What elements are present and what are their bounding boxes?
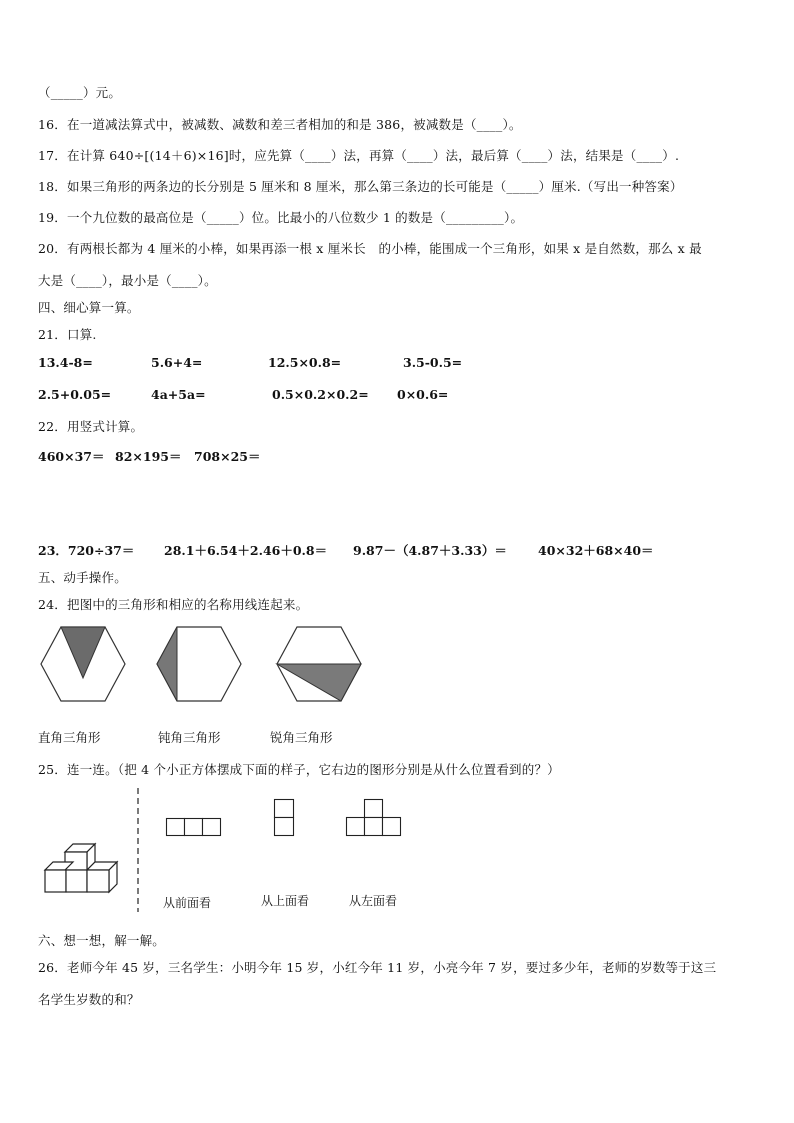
view-label-top: 从上面看	[261, 894, 310, 908]
vertical-calc-item: 708×25＝	[194, 449, 261, 464]
oral-calc-item: 2.5+0.05=	[38, 387, 112, 402]
triangle-name-acute: 锐角三角形	[270, 730, 333, 745]
triangle-name-obtuse: 钝角三角形	[158, 730, 221, 745]
question-18: 18．如果三角形的两条边的长分别是 5 厘米和 8 厘米，那么第三条边的长可能是（_____）厘米.（写出一种答案）	[38, 179, 683, 194]
triangle-name-right: 直角三角形	[38, 730, 101, 745]
oral-calc-item: 4a+5a=	[151, 387, 206, 402]
view-two-stacked	[274, 799, 296, 837]
question-20-line1: 20．有两根长都为 4 厘米的小棒，如果再添一根 x 厘米长 的小棒，能围成一个三角形，如果 x 是自然数，那么 x 最	[38, 241, 702, 256]
oral-calc-item: 13.4-8=	[38, 355, 93, 370]
question-20-line2: 大是（____），最小是（____）。	[38, 273, 217, 288]
section-5-title: 五、动手操作。	[38, 570, 127, 585]
question-26-line2: 名学生岁数的和？	[38, 992, 140, 1007]
vertical-calc-item: 460×37＝	[38, 449, 105, 464]
line-unit-yuan: （_____）元。	[38, 85, 122, 100]
question-21: 21．口算.	[38, 327, 97, 342]
section-4-title: 四、细心算一算。	[38, 300, 140, 315]
question-26-line1: 26．老师今年 45 岁，三名学生：小明今年 15 岁，小红今年 11 岁，小亮今年 7 岁，要过多少年，老师的岁数等于这三	[38, 960, 717, 975]
oral-calc-item: 0.5×0.2×0.2=	[272, 387, 369, 402]
question-17: 17．在计算 640÷[(14＋6)×16]时，应先算（____）法，再算（____）法，最后算（____）法，结果是（____）.	[38, 148, 680, 163]
dashed-divider	[136, 788, 140, 912]
question-19: 19．一个九位数的最高位是（_____）位。比最小的八位数少 1 的数是（_________）。	[38, 210, 524, 225]
question-23-item: 28.1＋6.54＋2.46＋0.8＝	[164, 543, 328, 558]
hexagon-figure-1	[40, 626, 126, 702]
question-25: 25．连一连。（把 4 个小正方体摆成下面的样子，它右边的图形分别是从什么位置看到的？）	[38, 762, 560, 777]
cube-stack-figure	[44, 832, 134, 896]
question-23-item: 9.87－（4.87＋3.33）＝	[353, 543, 507, 558]
oral-calc-item: 12.5×0.8=	[268, 355, 342, 370]
view-label-front: 从前面看	[163, 896, 212, 910]
view-three-in-row	[166, 818, 222, 836]
hexagon-figure-2	[156, 626, 242, 702]
question-16: 16．在一道减法算式中，被减数、减数和差三者相加的和是 386，被减数是（____）。	[38, 117, 522, 132]
view-t-shape	[346, 799, 404, 837]
question-23-item: 40×32＋68×40＝	[538, 543, 654, 558]
vertical-calc-item: 82×195＝	[115, 449, 182, 464]
question-24: 24．把图中的三角形和相应的名称用线连起来。	[38, 597, 309, 612]
oral-calc-item: 0×0.6=	[397, 387, 449, 402]
section-6-title: 六、想一想，解一解。	[38, 933, 166, 948]
oral-calc-item: 3.5-0.5=	[403, 355, 463, 370]
question-22: 22．用竖式计算。	[38, 419, 144, 434]
oral-calc-item: 5.6+4=	[151, 355, 203, 370]
question-23-item: 23．720÷37＝	[38, 543, 135, 558]
view-label-left: 从左面看	[349, 894, 398, 908]
hexagon-figure-3	[276, 626, 362, 702]
